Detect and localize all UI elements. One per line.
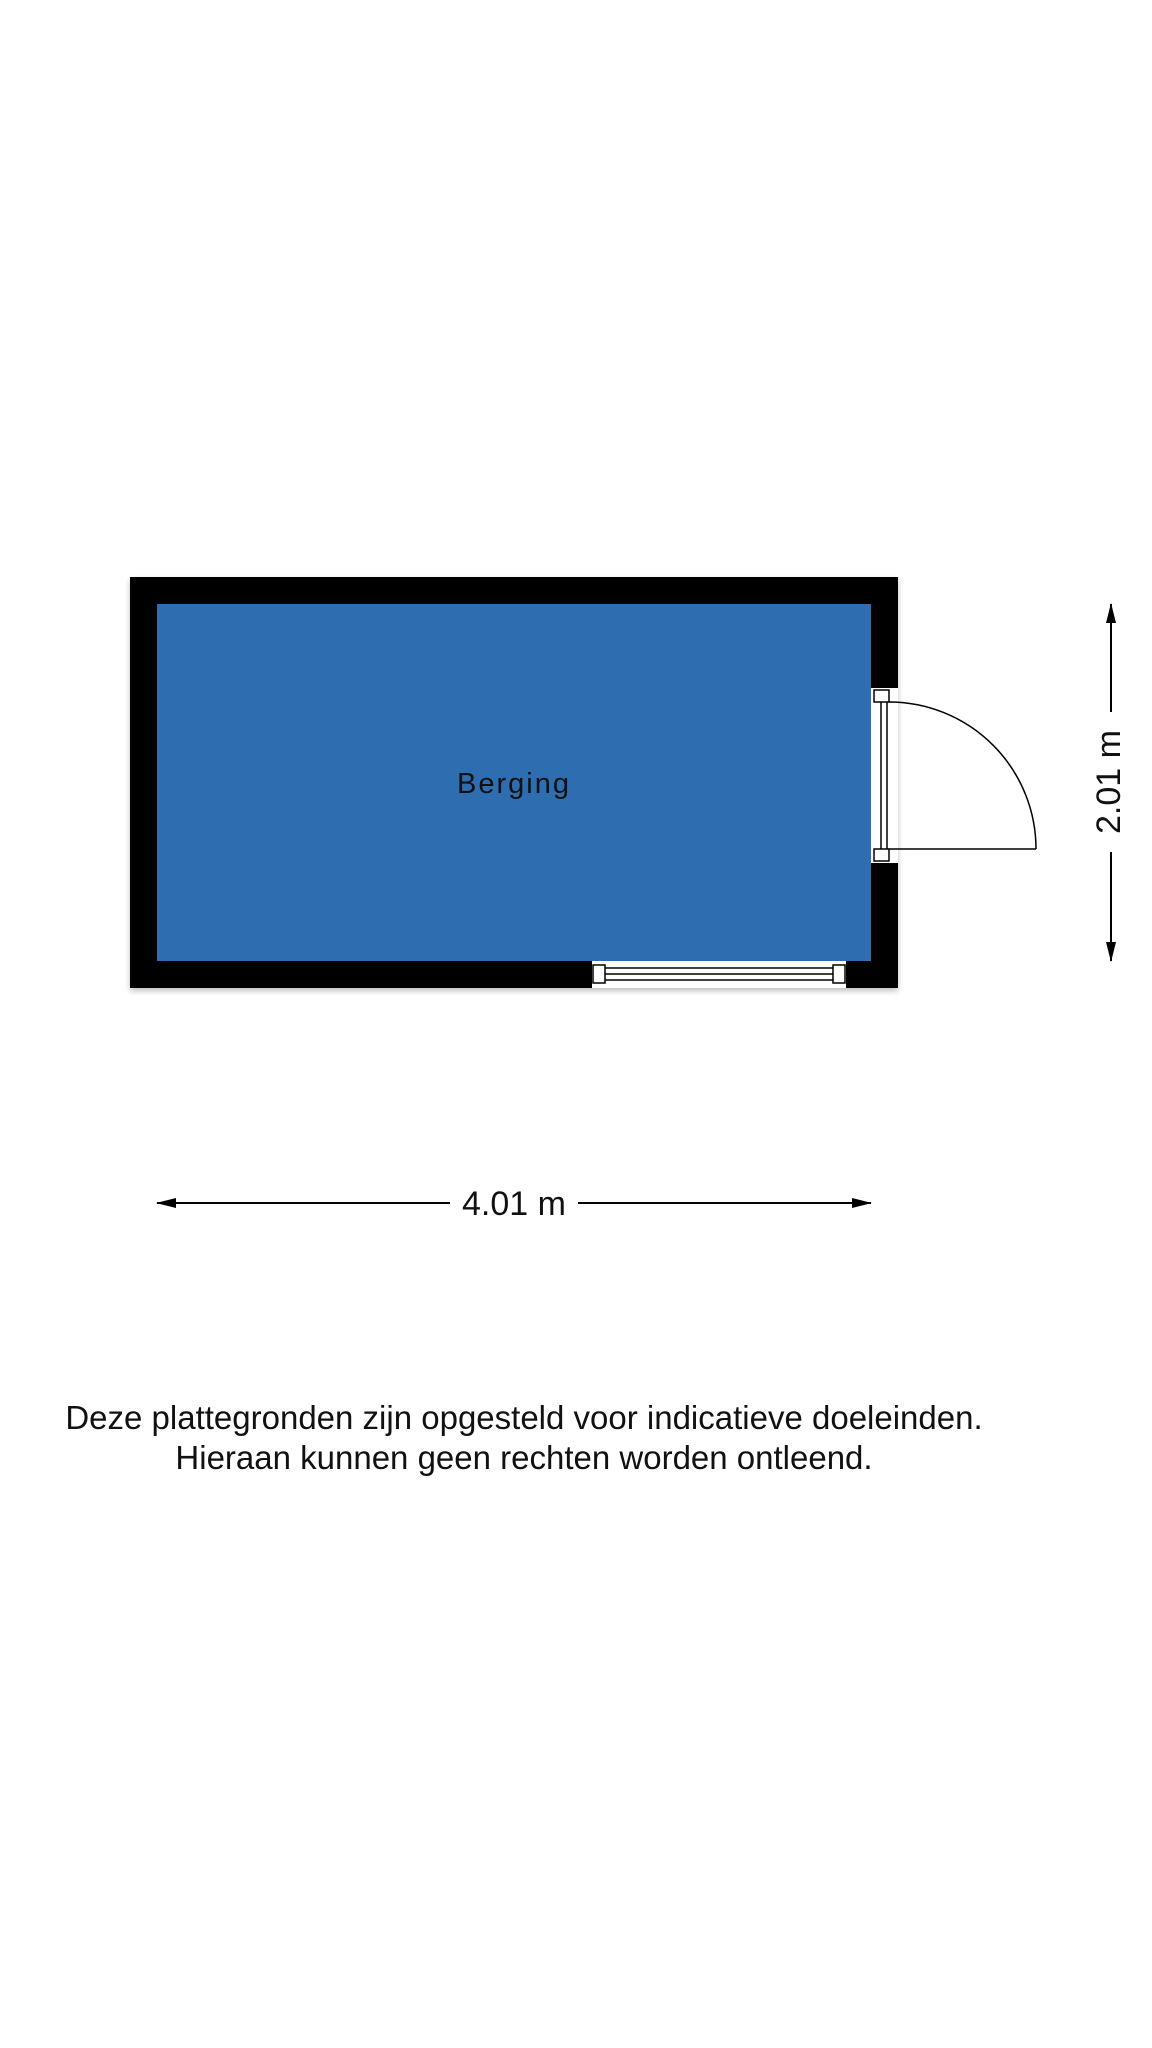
height-dimension: [1090, 604, 1128, 961]
room-label: Berging: [457, 768, 571, 800]
door: [871, 688, 1036, 863]
disclaimer-line-1: Deze plattegronden zijn opgesteld voor indicatieve doeleinden.: [65, 1399, 983, 1436]
window: [592, 961, 846, 988]
width-dimension: [157, 1185, 871, 1223]
height-dimension-label: 2.01 m: [1089, 730, 1128, 834]
disclaimer: [0, 1398, 1048, 1478]
disclaimer-line-2: Hieraan kunnen geen rechten worden ontleend.: [175, 1439, 873, 1476]
width-dimension-label: 4.01 m: [462, 1185, 566, 1223]
